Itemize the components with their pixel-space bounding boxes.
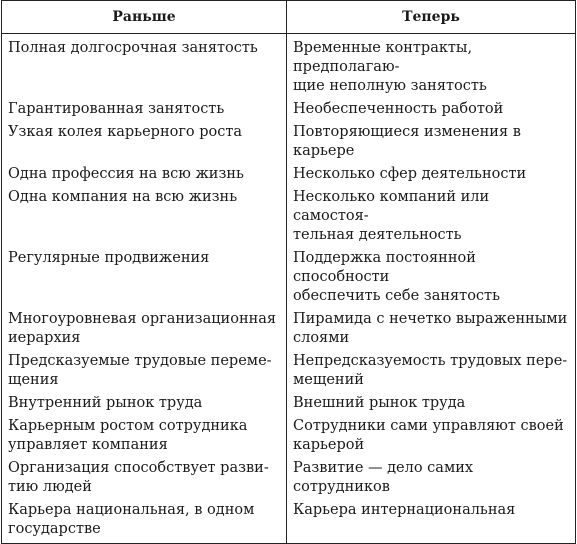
cell-before bbox=[2, 416, 287, 458]
cell-before bbox=[2, 187, 287, 248]
cell-now bbox=[287, 34, 576, 100]
cell-line: Непредсказуемость трудовых пере- bbox=[293, 353, 568, 369]
cell-before bbox=[2, 248, 287, 309]
table-row bbox=[2, 122, 576, 164]
cell-line: Организация способствует разви- bbox=[8, 460, 269, 476]
cell-now bbox=[287, 351, 576, 393]
table-row bbox=[2, 309, 576, 351]
cell-line: щения bbox=[8, 372, 59, 388]
cell-line: Несколько компаний или самостоя- bbox=[293, 189, 490, 224]
cell-before bbox=[2, 393, 287, 416]
table-body bbox=[2, 34, 576, 544]
table-header-row bbox=[2, 1, 576, 34]
cell-line: Карьера национальная, в одном bbox=[8, 502, 255, 518]
cell-line: государстве bbox=[8, 521, 101, 537]
table-row bbox=[2, 500, 576, 544]
cell-line: Регулярные продвижения bbox=[8, 250, 210, 266]
table-row bbox=[2, 393, 576, 416]
cell-now bbox=[287, 187, 576, 248]
table-row bbox=[2, 416, 576, 458]
table-row bbox=[2, 248, 576, 309]
cell-line: управляет компания bbox=[8, 437, 168, 453]
cell-line: иерархия bbox=[8, 330, 81, 346]
cell-line: Временные контракты, предполагаю- bbox=[293, 40, 473, 75]
cell-line: тельная деятельность bbox=[293, 227, 462, 243]
cell-line: Карьерным ростом сотрудника bbox=[8, 418, 248, 434]
cell-now bbox=[287, 309, 576, 351]
column-header-before: Раньше bbox=[2, 1, 287, 34]
cell-line: Предсказуемые трудовые переме- bbox=[8, 353, 272, 369]
comparison-table bbox=[1, 0, 576, 544]
cell-line: Полная долгосрочная занятость bbox=[8, 40, 258, 56]
table-row bbox=[2, 34, 576, 100]
cell-line: щие неполную занятость bbox=[293, 78, 487, 94]
cell-now bbox=[287, 248, 576, 309]
cell-now bbox=[287, 99, 576, 122]
cell-before bbox=[2, 500, 287, 544]
cell-before bbox=[2, 309, 287, 351]
cell-line: Повторяющиеся изменения в карьере bbox=[293, 124, 521, 159]
cell-line: мещений bbox=[293, 372, 364, 388]
cell-now bbox=[287, 164, 576, 187]
cell-before bbox=[2, 99, 287, 122]
cell-now bbox=[287, 458, 576, 500]
table-row bbox=[2, 458, 576, 500]
table-row bbox=[2, 187, 576, 248]
cell-line: Внешний рынок труда bbox=[293, 395, 466, 411]
cell-line: Гарантированная занятость bbox=[8, 101, 225, 117]
cell-line: Пирамида с нечетко выраженными bbox=[293, 311, 568, 327]
cell-before bbox=[2, 164, 287, 187]
cell-line: обеспечить себе занятость bbox=[293, 288, 500, 304]
cell-line: Карьера интернациональная bbox=[293, 502, 516, 518]
cell-line: Внутренний рынок труда bbox=[8, 395, 203, 411]
cell-line: карьерой bbox=[293, 437, 365, 453]
table-row bbox=[2, 351, 576, 393]
cell-before bbox=[2, 34, 287, 100]
column-header-now: Теперь bbox=[287, 1, 576, 34]
cell-before bbox=[2, 351, 287, 393]
cell-line: Сотрудники сами управляют своей bbox=[293, 418, 564, 434]
cell-line: тию людей bbox=[8, 479, 92, 495]
cell-now bbox=[287, 416, 576, 458]
cell-now bbox=[287, 500, 576, 544]
cell-line: Несколько сфер деятельности bbox=[293, 166, 527, 182]
cell-line: Необеспеченность работой bbox=[293, 101, 504, 117]
cell-now bbox=[287, 122, 576, 164]
table-row bbox=[2, 164, 576, 187]
table-row bbox=[2, 99, 576, 122]
cell-line: Одна компания на всю жизнь bbox=[8, 189, 238, 205]
cell-line: слоями bbox=[293, 330, 350, 346]
cell-now bbox=[287, 393, 576, 416]
cell-before bbox=[2, 122, 287, 164]
cell-line: Узкая колея карьерного роста bbox=[8, 124, 243, 140]
cell-before bbox=[2, 458, 287, 500]
cell-line: Одна профессия на всю жизнь bbox=[8, 166, 244, 182]
cell-line: Поддержка постоянной способности bbox=[293, 250, 476, 285]
cell-line: Многоуровневая организационная bbox=[8, 311, 277, 327]
cell-line: Развитие — дело самих сотрудников bbox=[293, 460, 474, 495]
